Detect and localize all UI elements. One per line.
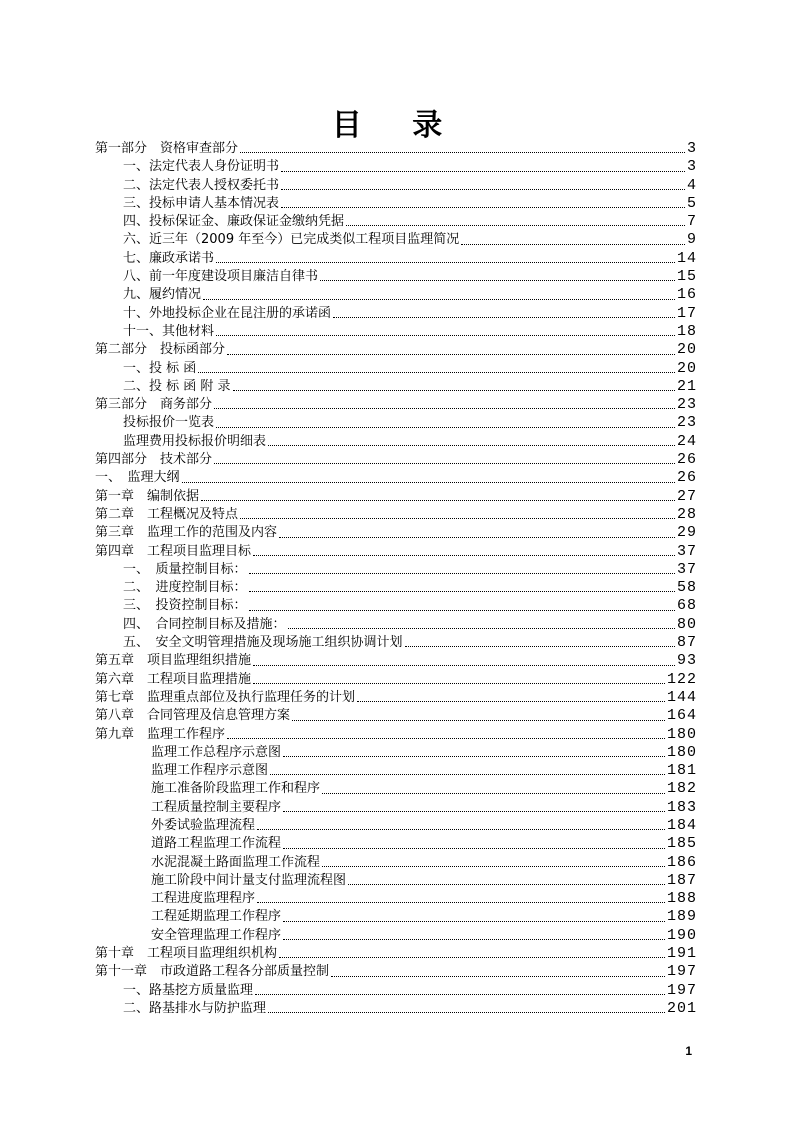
toc-entry[interactable] (95, 451, 697, 469)
toc-entry[interactable] (95, 488, 697, 506)
dot-leader (201, 500, 675, 501)
dot-leader (461, 244, 685, 245)
toc-entry[interactable] (95, 323, 697, 341)
toc-entry-page: 180 (666, 725, 697, 743)
toc-entry-page: 190 (666, 926, 697, 944)
dot-leader (279, 537, 675, 538)
dot-leader (348, 884, 665, 885)
toc-entry-label: 外委试验监理流程 (151, 817, 256, 833)
toc-entry-page: 183 (666, 798, 697, 816)
toc-entry[interactable] (95, 268, 697, 286)
toc-entry[interactable] (95, 817, 697, 835)
toc-entry[interactable] (95, 890, 697, 908)
toc-entry-page: 80 (676, 615, 697, 633)
toc-entry-page: 7 (686, 213, 697, 231)
toc-entry[interactable] (95, 908, 697, 926)
toc-entry-label: 三、投标申请人基本情况表 (123, 195, 280, 211)
toc-entry[interactable] (95, 689, 697, 707)
table-of-contents (95, 140, 697, 1018)
toc-entry-label: 第十一章 市政道路工程各分部质量控制 (95, 964, 330, 980)
toc-entry-page: 23 (676, 396, 697, 414)
dot-leader (333, 317, 675, 318)
toc-entry[interactable] (95, 360, 697, 378)
toc-entry-page: 197 (666, 981, 697, 999)
toc-entry[interactable] (95, 433, 697, 451)
toc-entry[interactable] (95, 597, 697, 615)
toc-entry[interactable] (95, 469, 697, 487)
dot-leader (249, 591, 675, 592)
toc-entry-page: 26 (676, 469, 697, 487)
toc-entry-page: 24 (676, 432, 697, 450)
toc-entry-page: 20 (676, 341, 697, 359)
toc-entry-label: 二、投 标 函 附 录 (123, 378, 231, 394)
toc-entry-page: 68 (676, 597, 697, 615)
toc-entry-page: 14 (676, 249, 697, 267)
dot-leader (253, 665, 675, 666)
toc-entry-page: 187 (666, 871, 697, 889)
toc-entry-page: 180 (666, 743, 697, 761)
toc-entry-page: 3 (686, 140, 697, 157)
toc-entry[interactable] (95, 543, 697, 561)
toc-entry-page: 17 (676, 304, 697, 322)
toc-entry[interactable] (95, 707, 697, 725)
toc-entry-page: 58 (676, 579, 697, 597)
toc-entry-label: 第三部分 商务部分 (95, 397, 213, 413)
document-title: 目 录 (331, 108, 463, 143)
toc-entry-page: 184 (666, 816, 697, 834)
toc-entry-page: 5 (686, 194, 697, 212)
toc-entry-label: 八、前一年度建设项目廉洁自律书 (123, 269, 319, 285)
toc-entry-label: 施工阶段中间计量支付监理流程图 (151, 872, 347, 888)
toc-entry-label: 水泥混凝土路面监理工作流程 (151, 854, 321, 870)
dot-leader (214, 408, 675, 409)
toc-entry-label: 第九章 监理工作程序 (95, 726, 226, 742)
toc-entry-label: 第五章 项目监理组织措施 (95, 653, 252, 669)
dot-leader (227, 738, 665, 739)
toc-entry-label: 一、 监理大纲 (95, 470, 180, 486)
toc-entry-label: 监理工作程序示意图 (151, 763, 269, 779)
toc-entry-label: 四、 合同控制目标及措施： (123, 616, 286, 632)
toc-entry[interactable] (95, 726, 697, 744)
toc-entry[interactable] (95, 378, 697, 396)
dot-leader (283, 848, 665, 849)
toc-entry-page: 87 (676, 634, 697, 652)
toc-entry-label: 第二部分 投标函部分 (95, 342, 226, 358)
dot-leader (283, 939, 665, 940)
toc-entry[interactable] (95, 286, 697, 304)
toc-entry[interactable] (95, 762, 697, 780)
toc-entry-label: 监理费用投标报价明细表 (123, 433, 267, 449)
toc-entry-page: 122 (666, 670, 697, 688)
dot-leader (270, 774, 665, 775)
toc-entry-page: 18 (676, 322, 697, 340)
toc-entry-label: 一、法定代表人身份证明书 (123, 159, 280, 175)
toc-entry-page: 182 (666, 780, 697, 798)
toc-entry[interactable] (95, 158, 697, 176)
toc-entry-label: 二、法定代表人授权委托书 (123, 177, 280, 193)
toc-entry-label: 第七章 监理重点部位及执行监理任务的计划 (95, 689, 356, 705)
toc-entry-label: 二、路基排水与防护监理 (123, 1000, 267, 1016)
toc-entry[interactable] (95, 799, 697, 817)
dot-leader (357, 701, 665, 702)
toc-entry-label: 投标报价一览表 (123, 415, 215, 431)
toc-entry[interactable] (95, 305, 697, 323)
dot-leader (288, 628, 675, 629)
toc-entry-label: 道路工程监理工作流程 (151, 836, 282, 852)
toc-entry-page: 181 (666, 762, 697, 780)
toc-entry[interactable] (95, 744, 697, 762)
toc-entry-label: 十一、其他材料 (123, 323, 215, 339)
toc-entry-label: 七、廉政承诺书 (123, 250, 215, 266)
toc-entry-label: 第一章 编制依据 (95, 488, 200, 504)
toc-entry-label: 六、近三年（2009 年至今）已完成类似工程项目监理简况 (123, 232, 460, 248)
dot-leader (283, 811, 665, 812)
toc-entry-label: 九、履约情况 (123, 287, 202, 303)
toc-entry[interactable] (95, 231, 697, 249)
toc-entry-label: 第二章 工程概况及特点 (95, 506, 239, 522)
toc-entry-page: 20 (676, 359, 697, 377)
toc-entry[interactable] (95, 671, 697, 689)
dot-leader (216, 427, 675, 428)
dot-leader (198, 372, 675, 373)
dot-leader (320, 280, 675, 281)
toc-entry[interactable] (95, 177, 697, 195)
toc-entry-page: 37 (676, 542, 697, 560)
dot-leader (257, 829, 665, 830)
dot-leader (216, 262, 675, 263)
toc-entry-label: 四、投标保证金、廉政保证金缴纳凭据 (123, 214, 345, 230)
dot-leader (283, 756, 665, 757)
toc-entry-label: 安全管理监理工作程序 (151, 927, 282, 943)
toc-entry-page: 164 (666, 707, 697, 725)
toc-entry-page: 185 (666, 835, 697, 853)
toc-entry-page: 15 (676, 268, 697, 286)
toc-entry-label: 第十章 工程项目监理组织机构 (95, 946, 278, 962)
toc-entry-label: 三、 投资控制目标： (123, 598, 247, 614)
toc-entry-page: 29 (676, 524, 697, 542)
toc-entry-label: 第四部分 技术部分 (95, 452, 213, 468)
dot-leader (182, 482, 675, 483)
dot-leader (255, 994, 665, 995)
dot-leader (214, 463, 675, 464)
dot-leader (268, 1012, 665, 1013)
toc-entry-label: 第一部分 资格审查部分 (95, 141, 239, 156)
toc-entry-page: 16 (676, 286, 697, 304)
toc-entry-page: 4 (686, 176, 697, 194)
toc-entry-label: 一、投 标 函 (123, 360, 197, 376)
toc-entry[interactable] (95, 963, 697, 981)
toc-entry-page: 93 (676, 652, 697, 670)
toc-entry-label: 二、 进度控制目标： (123, 580, 247, 596)
toc-entry-label: 工程质量控制主要程序 (151, 799, 282, 815)
dot-leader (331, 976, 665, 977)
page-number: 1 (685, 1044, 692, 1058)
toc-entry-page: 197 (666, 963, 697, 981)
toc-entry-label: 工程延期监理工作程序 (151, 909, 282, 925)
toc-entry[interactable] (95, 579, 697, 597)
toc-entry[interactable] (95, 140, 697, 158)
toc-entry[interactable] (95, 616, 697, 634)
dot-leader (249, 610, 675, 611)
dot-leader (233, 390, 675, 391)
toc-entry[interactable] (95, 634, 697, 652)
dot-leader (268, 445, 675, 446)
toc-entry-page: 37 (676, 560, 697, 578)
dot-leader (281, 189, 685, 190)
toc-entry-label: 一、路基挖方质量监理 (123, 982, 254, 998)
toc-entry-page: 201 (666, 999, 697, 1017)
toc-entry-page: 23 (676, 414, 697, 432)
toc-entry[interactable] (95, 396, 697, 414)
toc-entry[interactable] (95, 341, 697, 359)
toc-entry-label: 第四章 工程项目监理目标 (95, 543, 252, 559)
toc-entry[interactable] (95, 982, 697, 1000)
toc-entry-page: 21 (676, 377, 697, 395)
toc-entry-label: 第六章 工程项目监理措施 (95, 671, 252, 687)
dot-leader (405, 646, 675, 647)
toc-entry[interactable] (95, 780, 697, 798)
toc-entry-page: 186 (666, 853, 697, 871)
toc-entry[interactable] (95, 414, 697, 432)
toc-entry[interactable] (95, 213, 697, 231)
toc-entry-label: 施工准备阶段监理工作和程序 (151, 781, 321, 797)
dot-leader (292, 720, 665, 721)
dot-leader (253, 555, 675, 556)
dot-leader (240, 152, 685, 153)
toc-entry-page: 27 (676, 487, 697, 505)
dot-leader (203, 299, 675, 300)
toc-entry[interactable] (95, 195, 697, 213)
toc-entry-label: 第三章 监理工作的范围及内容 (95, 525, 278, 541)
dot-leader (346, 225, 685, 226)
dot-leader (279, 957, 665, 958)
dot-leader (283, 921, 665, 922)
toc-entry[interactable] (95, 652, 697, 670)
dot-leader (240, 518, 675, 519)
toc-entry-label: 五、 安全文明管理措施及现场施工组织协调计划 (123, 635, 403, 651)
dot-leader (281, 171, 685, 172)
toc-entry[interactable] (95, 561, 697, 579)
toc-entry[interactable] (95, 927, 697, 945)
toc-entry[interactable] (95, 854, 697, 872)
dot-leader (322, 793, 665, 794)
dot-leader (281, 207, 685, 208)
toc-entry-page: 191 (666, 945, 697, 963)
toc-entry-label: 一、 质量控制目标： (123, 561, 247, 577)
toc-entry-page: 144 (666, 688, 697, 706)
toc-entry-label: 十、外地投标企业在昆注册的承诺函 (123, 305, 332, 321)
dot-leader (216, 335, 675, 336)
toc-entry-label: 工程进度监理程序 (151, 891, 256, 907)
toc-entry-page: 26 (676, 451, 697, 469)
toc-entry[interactable] (95, 506, 697, 524)
toc-entry[interactable] (95, 1000, 697, 1018)
toc-entry-page: 189 (666, 908, 697, 926)
toc-entry-page: 9 (686, 231, 697, 249)
dot-leader (227, 354, 675, 355)
toc-entry[interactable] (95, 945, 697, 963)
dot-leader (257, 902, 665, 903)
dot-leader (249, 573, 675, 574)
toc-entry-label: 第八章 合同管理及信息管理方案 (95, 708, 291, 724)
toc-entry-page: 188 (666, 890, 697, 908)
dot-leader (322, 866, 665, 867)
toc-entry[interactable] (95, 524, 697, 542)
dot-leader (253, 683, 665, 684)
toc-entry-page: 28 (676, 505, 697, 523)
toc-entry-page: 3 (686, 158, 697, 176)
toc-entry-label: 监理工作总程序示意图 (151, 744, 282, 760)
toc-entry[interactable] (95, 872, 697, 890)
toc-entry[interactable] (95, 835, 697, 853)
toc-entry[interactable] (95, 250, 697, 268)
